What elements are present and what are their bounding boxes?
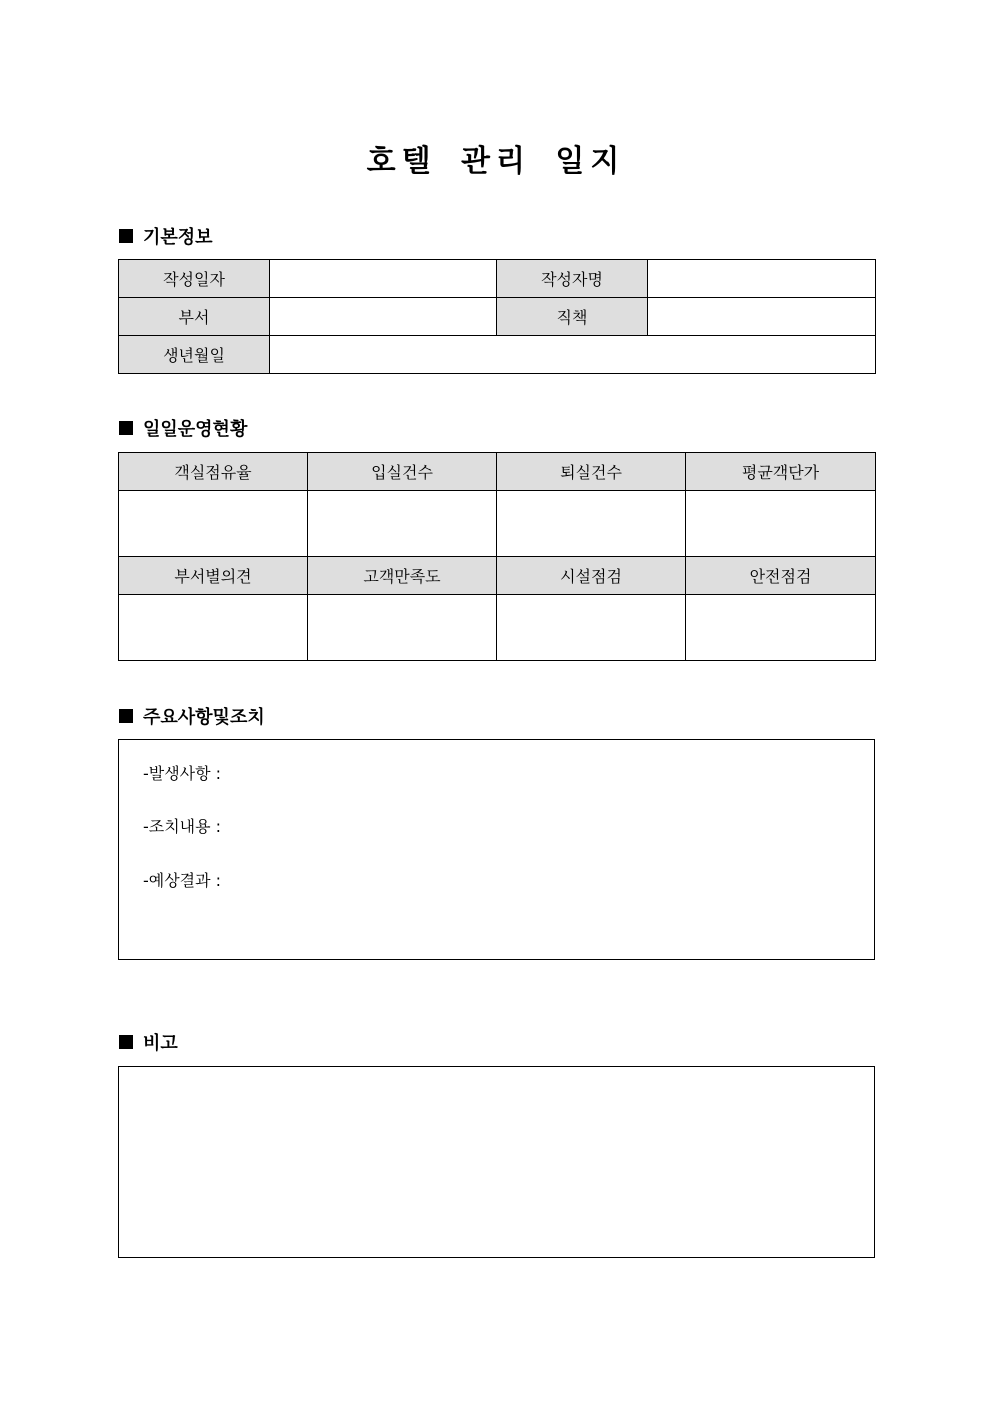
action-line: -조치내용 : (143, 817, 222, 836)
label-position: 직책 (497, 298, 648, 336)
label-birthdate: 생년월일 (119, 336, 270, 374)
label-department-opinion: 부서별의견 (119, 557, 308, 595)
section-heading-daily-operations (119, 415, 247, 441)
label-occupancy-rate: 객실점유율 (119, 453, 308, 491)
field-department[interactable] (270, 298, 497, 336)
label-facility-inspection: 시설점검 (497, 557, 686, 595)
field-check-in-count[interactable] (308, 491, 497, 557)
expected-result-line: -예상결과 : (143, 871, 222, 890)
section-heading-remarks (119, 1029, 178, 1055)
page-title: 호텔 관리 일지 (366, 144, 626, 179)
field-position[interactable] (648, 298, 876, 336)
basic-info-table (118, 259, 876, 374)
section-heading-basic-info (119, 223, 213, 249)
section-heading-label: 일일운영현황 (143, 419, 248, 440)
label-customer-satisfaction: 고객만족도 (308, 557, 497, 595)
field-facility-inspection[interactable] (497, 595, 686, 661)
label-writer-name: 작성자명 (497, 260, 648, 298)
daily-operations-table (118, 452, 876, 661)
section-heading-label: 주요사항및조치 (143, 707, 265, 728)
field-customer-satisfaction[interactable] (308, 595, 497, 661)
occurrence-line: -발생사항 : (143, 764, 222, 783)
label-date-written: 작성일자 (119, 260, 270, 298)
field-occupancy-rate[interactable] (119, 491, 308, 557)
section-heading-key-items (119, 703, 265, 729)
field-writer-name[interactable] (648, 260, 876, 298)
section-heading-label: 비고 (143, 1033, 178, 1054)
field-check-out-count[interactable] (497, 491, 686, 557)
field-date-written[interactable] (270, 260, 497, 298)
field-safety-inspection[interactable] (686, 595, 876, 661)
label-average-rate: 평균객단가 (686, 453, 876, 491)
black-square-icon (119, 1035, 133, 1049)
label-department: 부서 (119, 298, 270, 336)
section-heading-label: 기본정보 (143, 227, 213, 248)
field-average-rate[interactable] (686, 491, 876, 557)
label-safety-inspection: 안전점검 (686, 557, 876, 595)
black-square-icon (119, 229, 133, 243)
field-department-opinion[interactable] (119, 595, 308, 661)
black-square-icon (119, 709, 133, 723)
black-square-icon (119, 421, 133, 435)
field-birthdate[interactable] (270, 336, 876, 374)
key-items-box[interactable] (118, 739, 875, 960)
label-check-out-count: 퇴실건수 (497, 453, 686, 491)
remarks-box[interactable] (118, 1066, 875, 1258)
label-check-in-count: 입실건수 (308, 453, 497, 491)
